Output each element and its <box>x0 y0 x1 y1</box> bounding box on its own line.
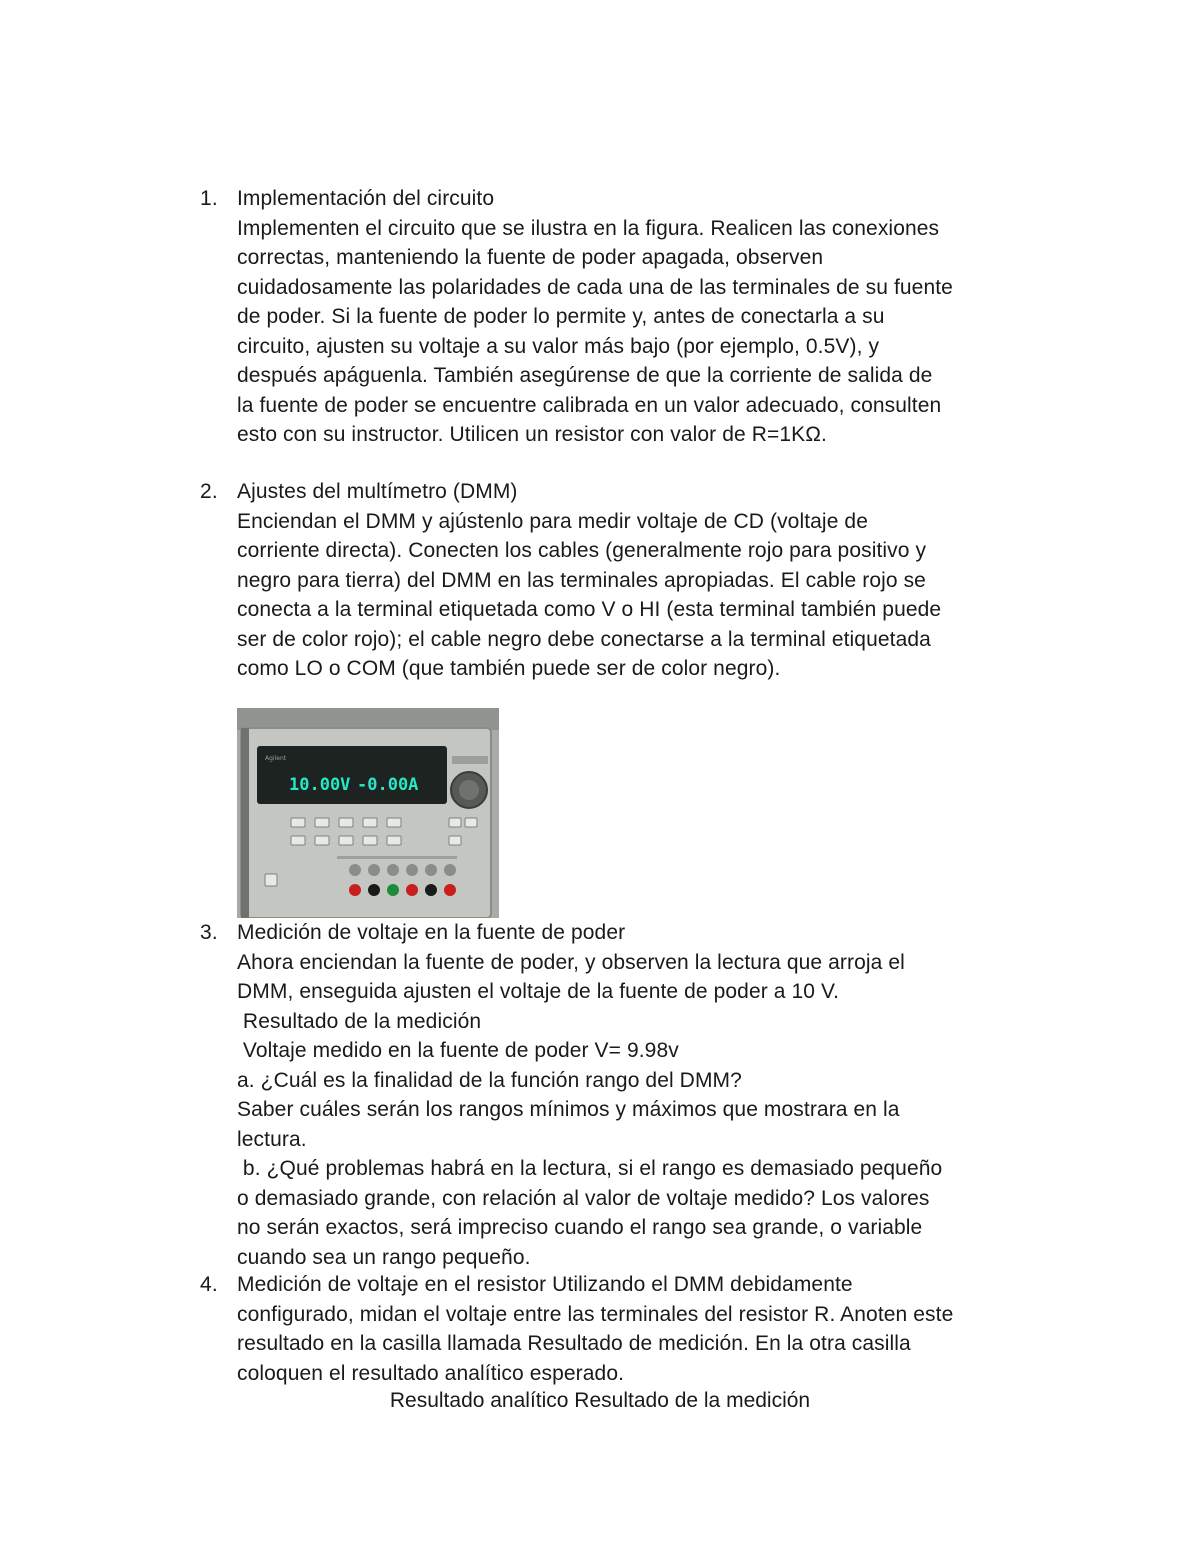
green-terminal <box>387 884 399 896</box>
red-terminal <box>406 884 418 896</box>
section-2 <box>237 477 1057 684</box>
question-b-line: o demasiado grande, con relación al valor de voltaje medido? Los valores <box>237 1186 930 1210</box>
section-1-line: Implementen el circuito que se ilustra en la figura. Realicen las conexiones <box>237 216 940 240</box>
section-3-line: Ahora enciendan la fuente de poder, y observen la lectura que arroja el <box>237 950 905 974</box>
section-2-line: conecta a la terminal etiquetada como V o HI (esta terminal también puede <box>237 598 942 621</box>
brand-label: Agilent <box>265 755 287 762</box>
section-1-line: cuidadosamente las polaridades de cada una de las terminales de su fuente <box>237 275 953 299</box>
section-3-title: Medición de voltaje en la fuente de poder <box>237 921 626 944</box>
measured-voltage: Voltaje medido en la fuente de poder V= 9.98v <box>237 1039 679 1062</box>
section-3 <box>237 918 1057 1272</box>
section-1-title: Implementación del circuito <box>237 187 495 210</box>
section-4-number: 4. <box>200 1273 218 1296</box>
section-3-line: DMM, enseguida ajusten el voltaje de la fuente de poder a 10 V. <box>237 980 840 1003</box>
section-1-number: 1. <box>200 187 218 210</box>
section-4-line: resultado en la casilla llamada Resultado de medición. En la otra casilla <box>237 1332 911 1355</box>
section-2-title: Ajustes del multímetro (DMM) <box>237 480 518 503</box>
question-a: a. ¿Cuál es la finalidad de la función rango del DMM? <box>237 1068 742 1092</box>
section-2-line: Enciendan el DMM y ajústenlo para medir voltaje de CD (voltaje de <box>237 509 868 533</box>
section-3-number: 3. <box>200 921 218 944</box>
answer-b-line: no serán exactos, será impreciso cuando el rango sea grande, o variable <box>237 1216 923 1239</box>
section-4-line: coloquen el resultado analítico esperado. <box>237 1361 625 1385</box>
section-1-line: esto con su instructor. Utilicen un resistor con valor de R=1KΩ. <box>237 423 827 446</box>
section-2-line: negro para tierra) del DMM en las terminales apropiadas. El cable rojo se <box>237 568 926 592</box>
section-1-line: después apáguenla. También asegúrense de que la corriente de salida de <box>237 364 933 387</box>
measurement-result-label: Resultado de la medición <box>237 1009 482 1033</box>
black-terminal <box>425 884 437 896</box>
power-supply-illustration <box>237 708 499 918</box>
power-supply-photo <box>237 708 499 918</box>
section-1 <box>237 184 1057 450</box>
section-4-line: configurado, midan el voltaje entre las terminales del resistor R. Anoten este <box>237 1302 954 1326</box>
answer-a-line: lectura. <box>237 1127 307 1151</box>
answer-a-line: Saber cuáles serán los rangos mínimos y máximos que mostrara en la <box>237 1098 900 1121</box>
red-terminal <box>444 884 456 896</box>
black-terminal <box>368 884 380 896</box>
section-2-line: corriente directa). Conecten los cables (generalmente rojo para positivo y <box>237 539 927 562</box>
answer-b-line: cuando sea un rango pequeño. <box>237 1245 531 1269</box>
section-4 <box>237 1270 1057 1388</box>
section-4-line: Medición de voltaje en el resistor Utilizando el DMM debidamente <box>237 1273 853 1296</box>
current-readout: -0.00A <box>357 775 419 795</box>
red-terminal <box>349 884 361 896</box>
results-table-header: Resultado analítico Resultado de la medición <box>389 1389 811 1412</box>
section-2-number: 2. <box>200 480 218 503</box>
section-1-line: la fuente de poder se encuentre calibrada en un valor adecuado, consulten <box>237 393 942 417</box>
section-1-line: correctas, manteniendo la fuente de poder apagada, observen <box>237 246 824 269</box>
section-1-line: de poder. Si la fuente de poder lo permite y, antes de conectarla a su <box>237 305 885 328</box>
question-b-line: b. ¿Qué problemas habrá en la lectura, si el rango es demasiado pequeño <box>237 1157 943 1180</box>
section-2-line: como LO o COM (que también puede ser de color negro). <box>237 657 781 680</box>
voltage-readout: 10.00V <box>289 775 351 795</box>
section-1-line: circuito, ajusten su voltaje a su valor más bajo (por ejemplo, 0.5V), y <box>237 334 880 358</box>
section-2-line: ser de color rojo); el cable negro debe conectarse a la terminal etiquetada <box>237 627 931 651</box>
